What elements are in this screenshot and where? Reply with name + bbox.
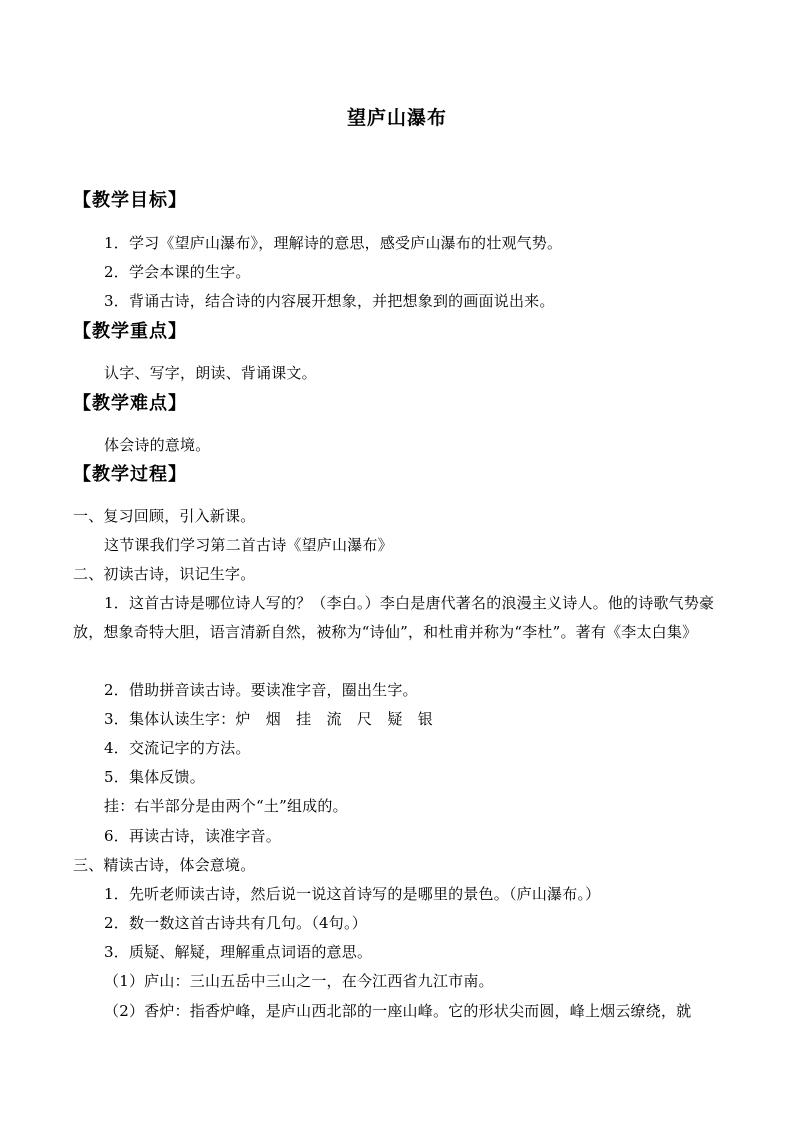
process-part2-item-5: 5．集体反馈。 <box>104 768 205 786</box>
process-part3-item-3: 3．质疑、解疑，理解重点词语的意思。 <box>104 943 373 961</box>
process-part3-item-1: 1．先听老师读古诗，然后说一说这首诗写的是哪里的景色。（庐山瀑布。） <box>104 885 601 903</box>
process-part3-title: 三、精读古诗，体会意境。 <box>73 856 256 874</box>
process-part2-note: 挂：右半部分是由两个“土”组成的。 <box>104 797 348 815</box>
heading-objectives: 【教学目标】 <box>73 190 187 211</box>
process-part2-item-1: 1．这首古诗是哪位诗人写的？（李白。）李白是唐代著名的浪漫主义诗人。他的诗歌气势豪放，想象奇特大胆，语言清新自然，被称为“诗仙”，和杜甫并称为“李杜”。著有《李太白集》 <box>73 594 715 641</box>
process-part2-title: 二、初读古诗，识记生字。 <box>73 565 256 583</box>
heading-difficulties: 【教学难点】 <box>73 393 187 414</box>
process-part2-item-4: 4．交流记字的方法。 <box>104 739 251 757</box>
process-part3-item-2: 2．数一数这首古诗共有几句。（4句。） <box>104 914 367 932</box>
heading-key-points: 【教学重点】 <box>73 321 187 342</box>
difficulties-text: 体会诗的意境。 <box>104 436 211 454</box>
objective-item-1: 1．学习《望庐山瀑布》，理解诗的意思，感受庐山瀑布的壮观气势。 <box>104 234 563 252</box>
heading-process: 【教学过程】 <box>73 464 187 485</box>
process-part2-item-2: 2．借助拼音读古诗。要读准字音，圈出生字。 <box>104 681 418 699</box>
process-part1-text: 这节课我们学习第二首古诗《望庐山瀑布》 <box>104 536 393 554</box>
key-points-text: 认字、写字，朗读、背诵课文。 <box>104 364 317 382</box>
process-part2-item-6: 6．再读古诗，读准字音。 <box>104 827 281 845</box>
objective-item-2: 2．学会本课的生字。 <box>104 263 251 281</box>
process-part3-sub-1: （1）庐山：三山五岳中三山之一，在今江西省九江市南。 <box>104 972 494 990</box>
process-part1-title: 一、复习回顾，引入新课。 <box>73 507 256 525</box>
process-part2-item-3: 3．集体认读生字：炉 烟 挂 流 尺 疑 银 <box>104 710 433 728</box>
document-title: 望庐山瀑布 <box>346 107 447 129</box>
objective-item-3: 3．背诵古诗，结合诗的内容展开想象，并把想象到的画面说出来。 <box>104 292 555 310</box>
process-part3-sub-2: （2）香炉：指香炉峰，是庐山西北部的一座山峰。它的形状尖而圆，峰上烟云缭绕，就 <box>104 1002 692 1020</box>
